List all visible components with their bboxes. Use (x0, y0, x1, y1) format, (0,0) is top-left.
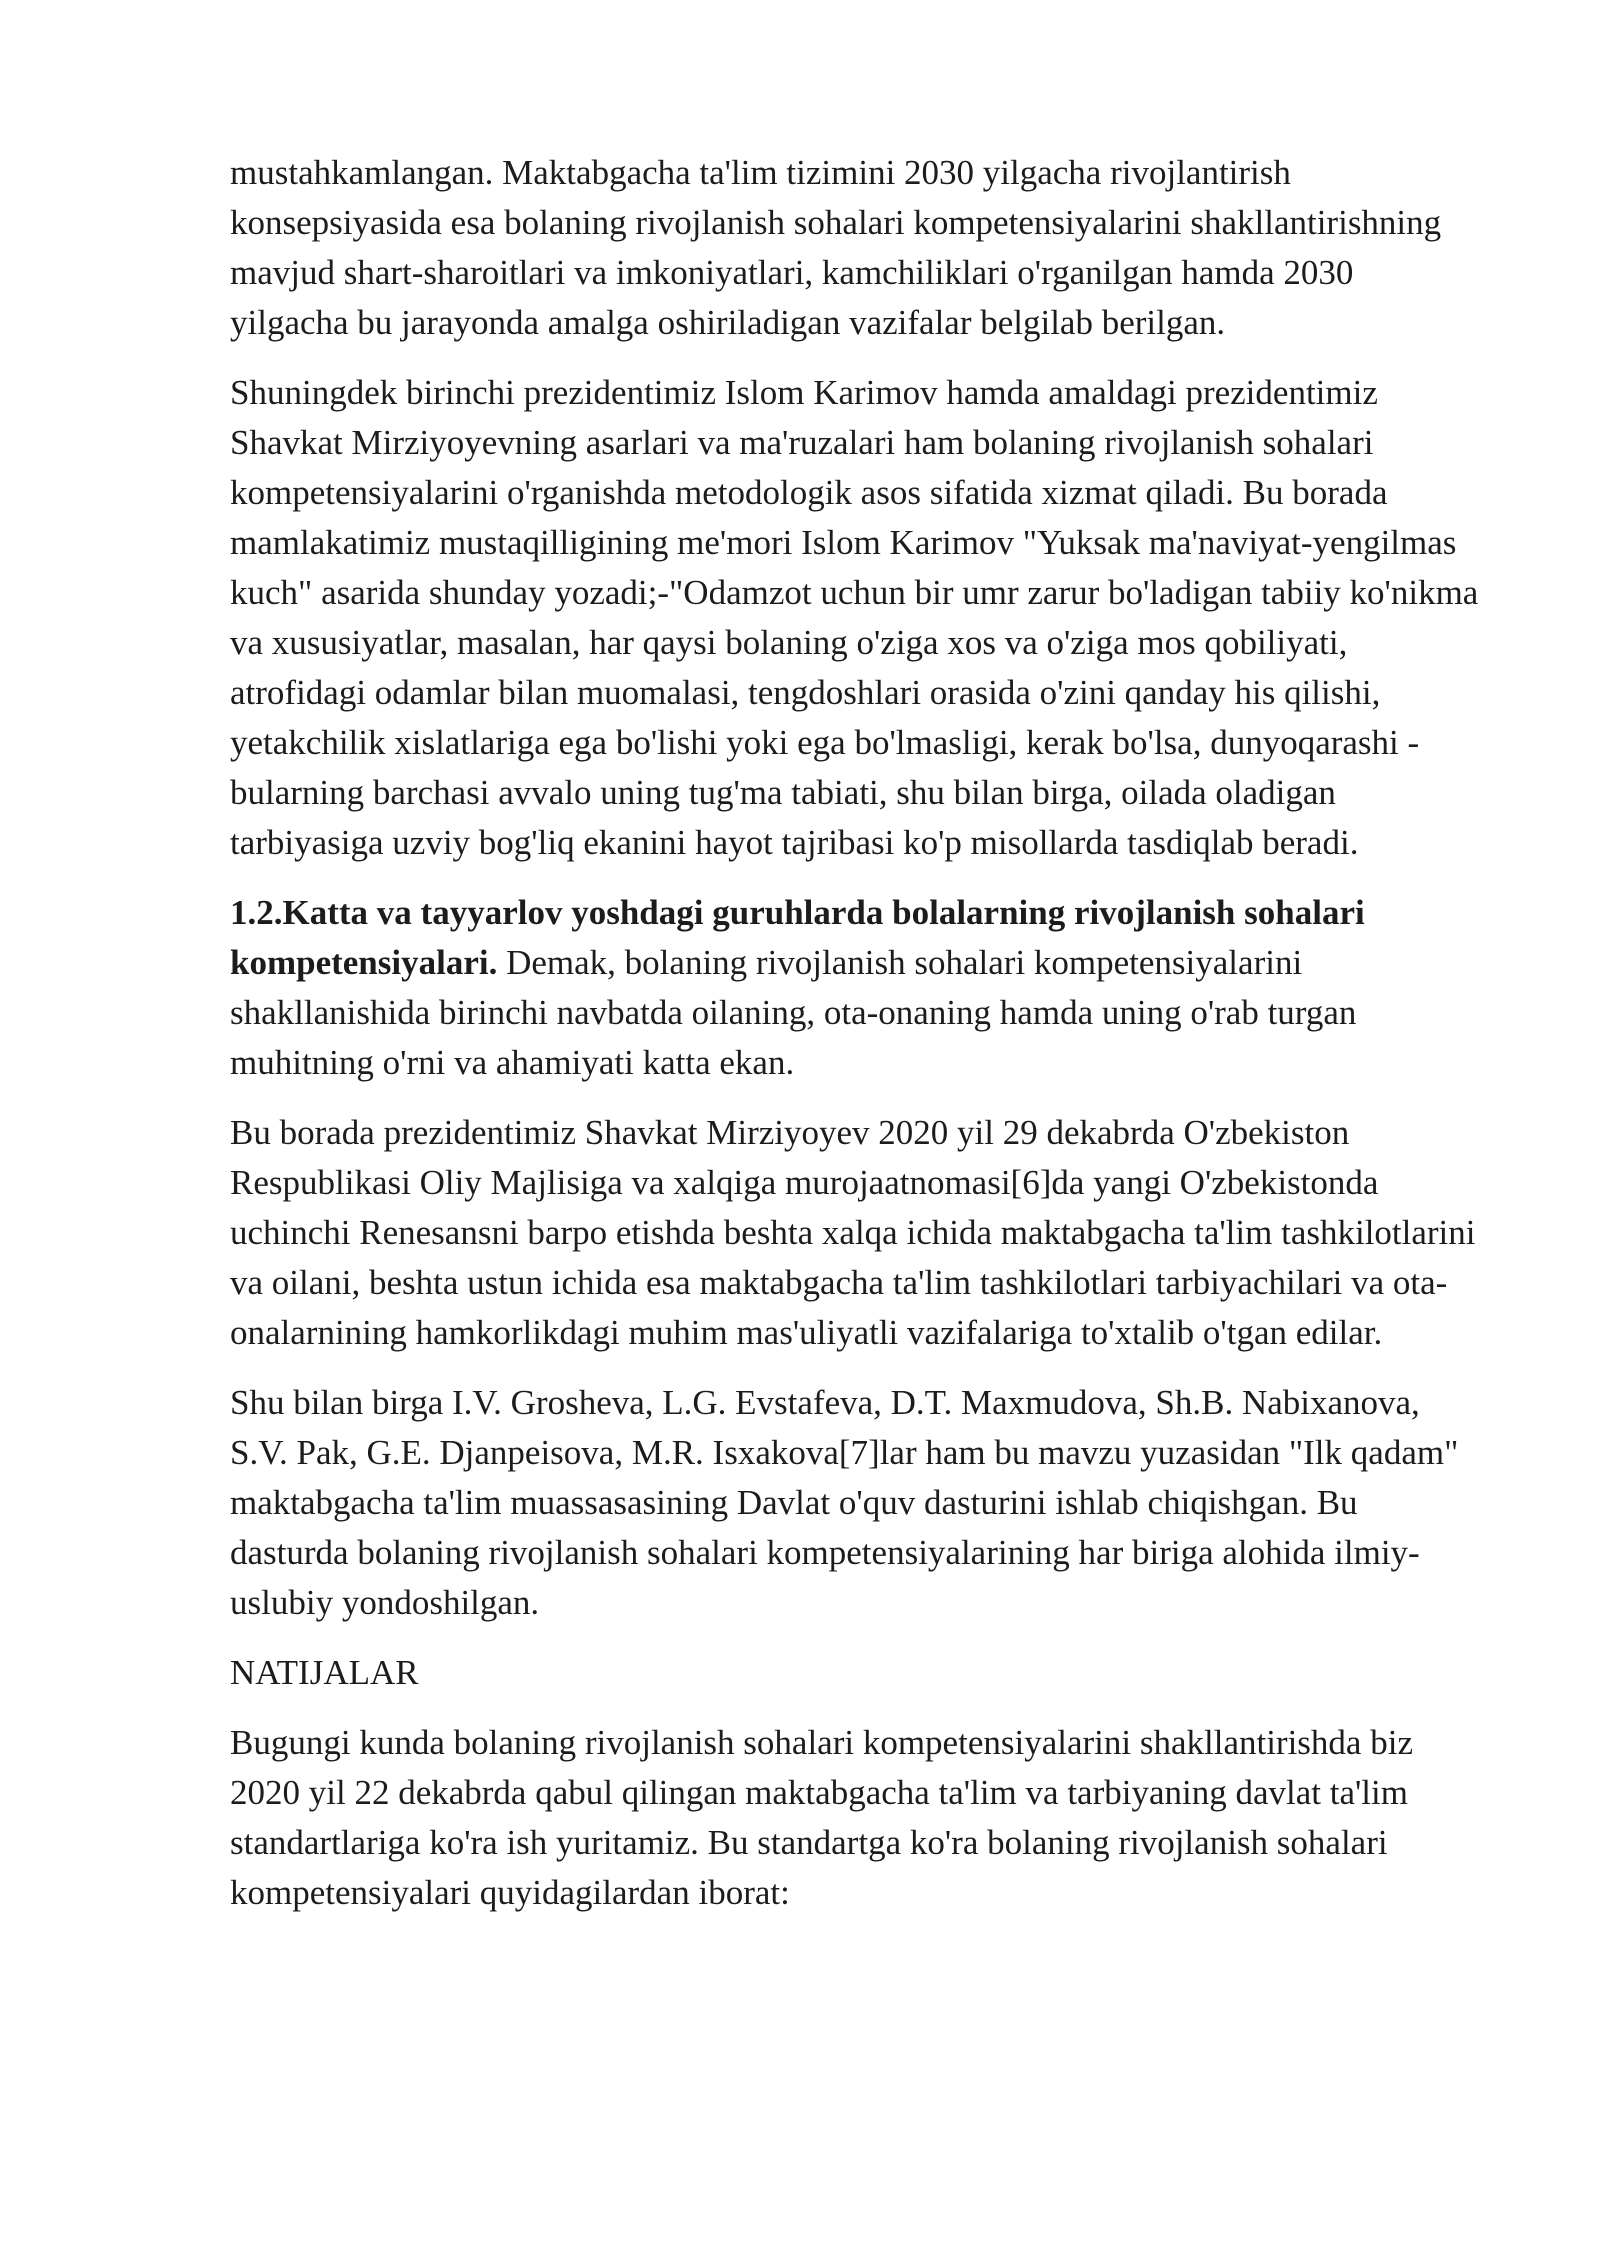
document-body (230, 148, 1480, 1938)
paragraph-text: Bugungi kunda bolaning rivojlanish sohalari kompetensiyalarini shakllantirishda biz 2020 yil 22 dekabrda qabul qilingan maktabgacha ta'lim va tarbiyaning davlat ta'lim standartlariga ko'ra ish yuritamiz. Bu standartga ko'ra bolaning rivojlanish sohalari kompetensiyalari quyidagilardan iborat: (230, 1723, 1413, 1912)
paragraph-text: Demak, bolaning rivojlanish sohalari kompetensiyalarini shakllanishida birinchi navbatda oilaning, ota-onaning hamda uning o'rab turgan muhitning o'rni va ahamiyati katta ekan. (230, 943, 1357, 1082)
paragraph-text: NATIJALAR (230, 1653, 419, 1692)
section-title-natijalar (230, 1648, 1480, 1698)
paragraph-section-1-2 (230, 888, 1480, 1088)
paragraph-text: Shuningdek birinchi prezidentimiz Islom Karimov hamda amaldagi prezidentimiz Shavkat Mirziyoyevning asarlari va ma'ruzalari ham bolaning rivojlanish sohalari kompetensiyalarini o'rganishda metodologik asos sifatida xizmat qiladi. Bu borada mamlakatimiz mustaqilligining me'mori Islom Karimov "Yuksak ma'naviyat-yengilmas kuch" asarida shunday yozadi;-"Odamzot uchun bir umr zarur bo'ladigan tabiiy ko'nikma va xususiyatlar, masalan, har qaysi bolaning o'ziga xos va o'ziga mos qobiliyati, atrofidagi odamlar bilan muomalasi, tengdoshlari orasida o'zini qanday his qilishi, yetakchilik xislatlariga ega bo'lishi yoki ega bo'lmasligi, kerak bo'lsa, dunyoqarashi - bularning barchasi avvalo uning tug'ma tabiati, shu bilan birga, oilada oladigan tarbiyasiga uzviy bog'liq ekanini hayot tajribasi ko'p misollarda tasdiqlab beradi. (230, 373, 1479, 862)
section-heading: 1.2.Katta va tayyarlov yoshdagi guruhlarda bolalarning rivojlanish sohalari kompetensiyalari. (230, 893, 1365, 982)
paragraph-karimov-quote (230, 368, 1480, 868)
paragraph-standards (230, 1718, 1480, 1918)
paragraph-text: mustahkamlangan. Maktabgacha ta'lim tizimini 2030 yilgacha rivojlantirish konsepsiyasida esa bolaning rivojlanish sohalari kompetensiyalarini shakllantirishning mavjud shart-sharoitlari va imkoniyatlari, kamchiliklari o'rganilgan hamda 2030 yilgacha bu jarayonda amalga oshiriladigan vazifalar belgilab berilgan. (230, 153, 1442, 342)
paragraph-continuation (230, 148, 1480, 348)
paragraph-text: Shu bilan birga I.V. Grosheva, L.G. Evstafeva, D.T. Maxmudova, Sh.B. Nabixanova, S.V. Pak, G.E. Djanpeisova, M.R. Isxakova[7]lar ham bu mavzu yuzasidan "Ilk qadam" maktabgacha ta'lim muassasasining Davlat o'quv dasturini ishlab chiqishgan. Bu dasturda bolaning rivojlanish sohalari kompetensiyalarining har biriga alohida ilmiy-uslubiy yondoshilgan. (230, 1383, 1459, 1622)
paragraph-ilk-qadam (230, 1378, 1480, 1628)
paragraph-text: Bu borada prezidentimiz Shavkat Mirziyoyev 2020 yil 29 dekabrda O'zbekiston Respublikasi Oliy Majlisiga va xalqiga murojaatnomasi[6]da yangi O'zbekistonda uchinchi Renesansni barpo etishda beshta xalqa ichida maktabgacha ta'lim tashkilotlarini va oilani, beshta ustun ichida esa maktabgacha ta'lim tashkilotlari tarbiyachilari va ota-onalarnining hamkorlikdagi muhim mas'uliyatli vazifalariga to'xtalib o'tgan edilar. (230, 1113, 1476, 1352)
paragraph-mirziyoyev-address (230, 1108, 1480, 1358)
